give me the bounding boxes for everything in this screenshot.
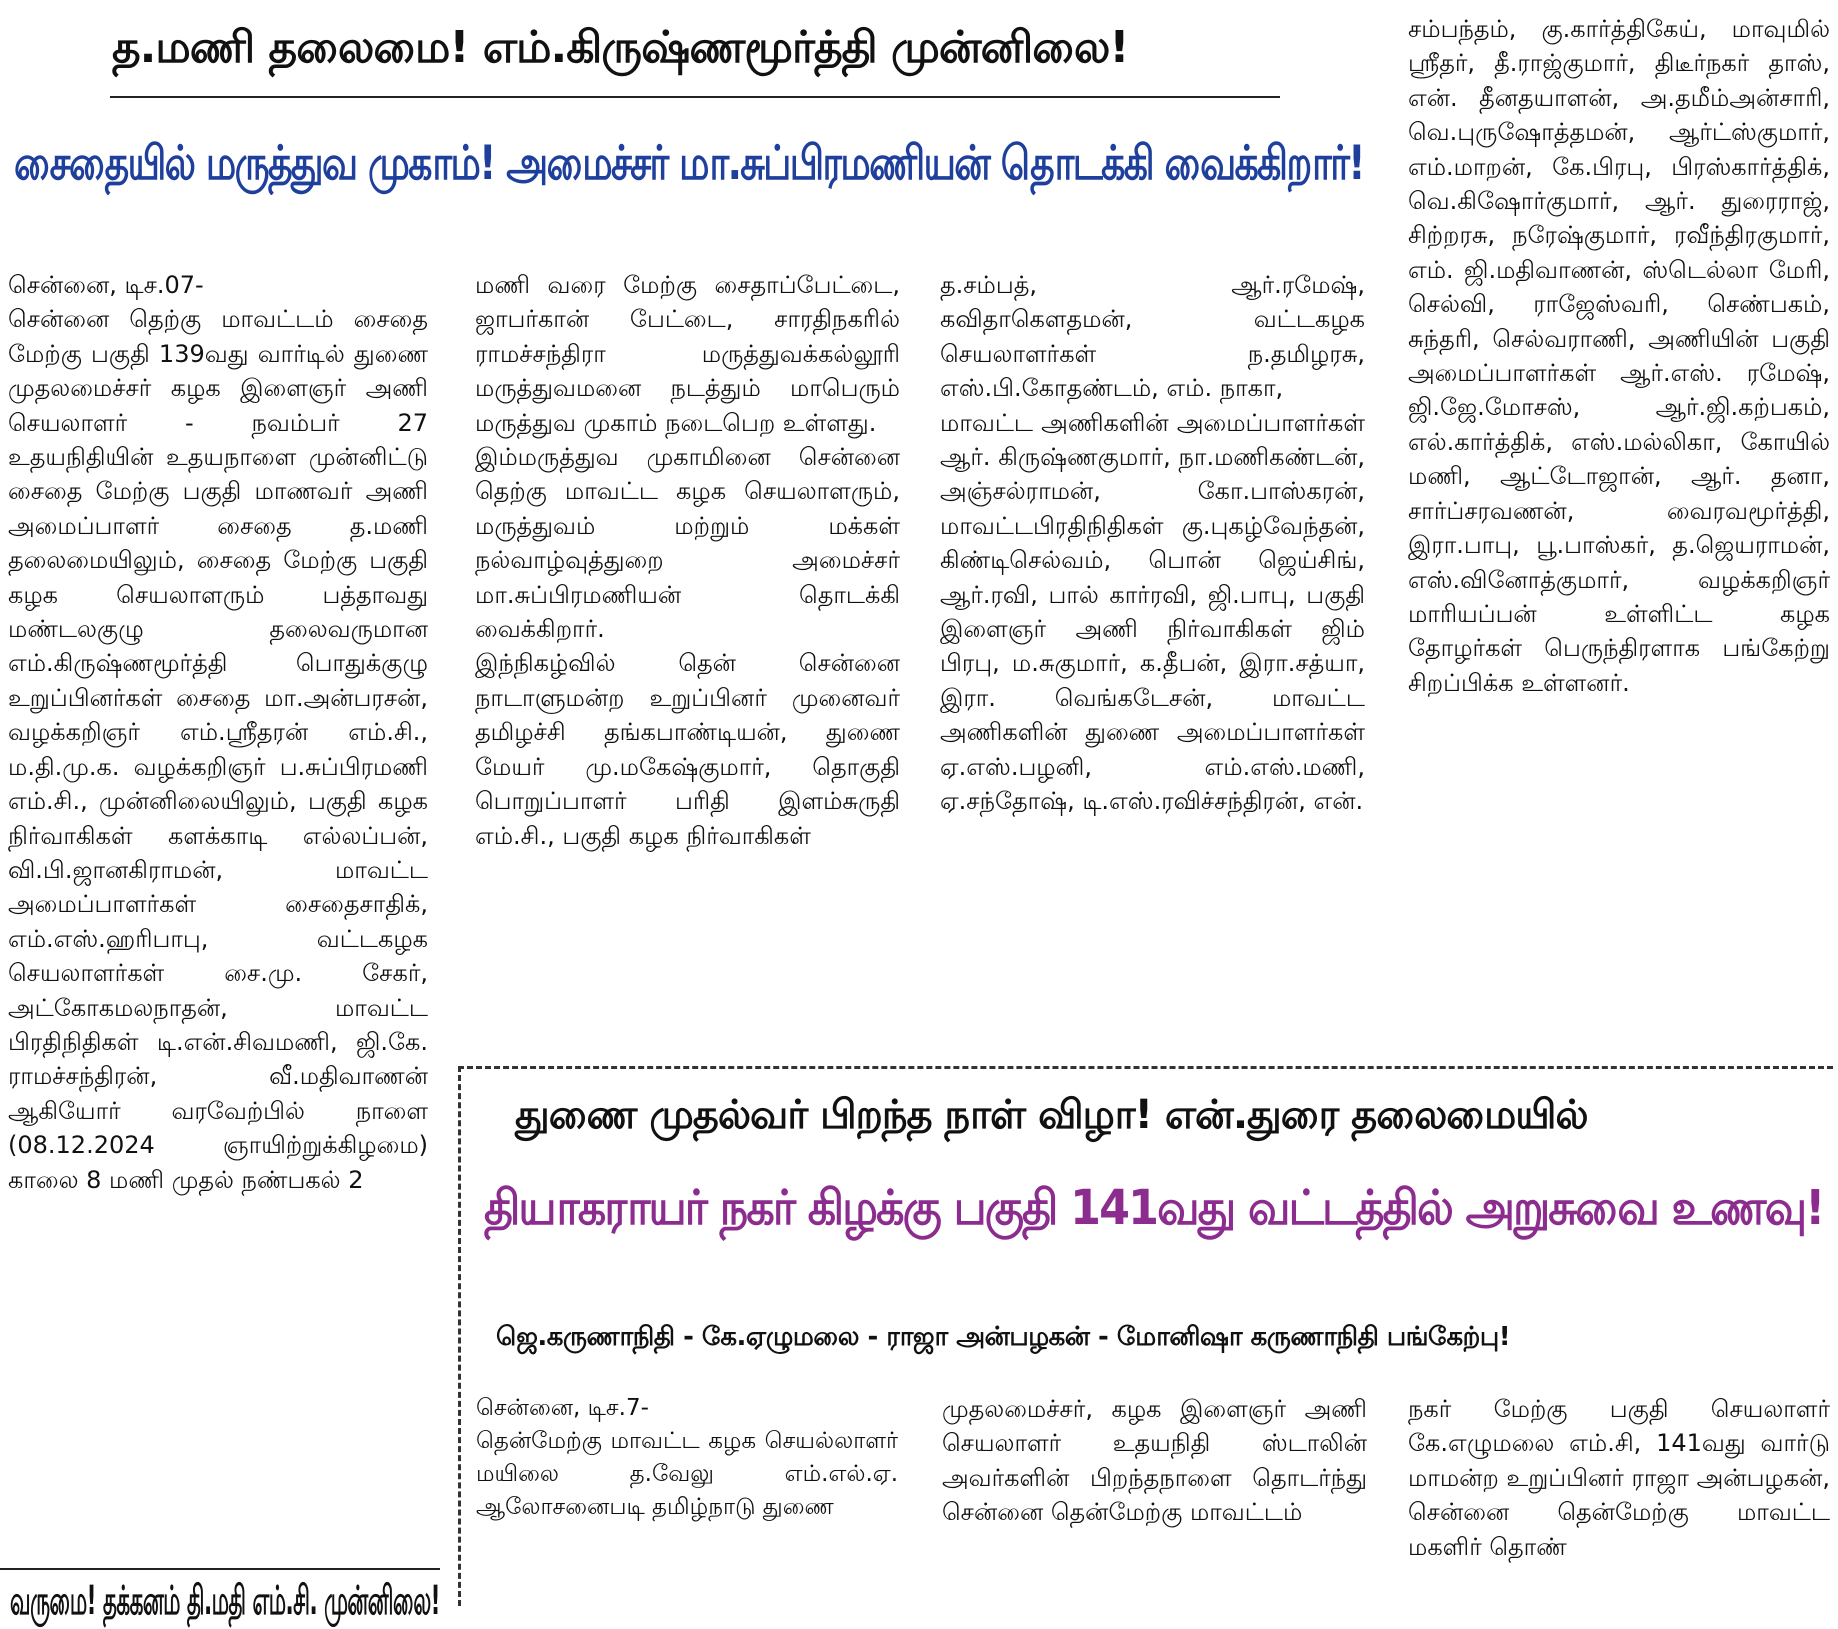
story2-column-1: சென்னை, டிச.7- தென்மேற்கு மாவட்ட கழக செயல்லாளர் மயிலை த.வேலு எம்.எல்.ஏ. ஆலோசனைபடி தமிழ்நாடு துணை: [476, 1395, 898, 1520]
story3-top-rule: [0, 1568, 440, 1570]
story2-box-top: [458, 1066, 1833, 1069]
story2-box-left: [458, 1066, 461, 1606]
story1-column-3: த.சம்பத், ஆர்.ரமேஷ், கவிதாகௌதமன், வட்டகழக செயலாளர்கள் ந.தமிழரசு, எஸ்.பி.கோதண்டம், எம். நாகா, மாவட்ட அணிகளின் அமைப்பாளர்கள் ஆர். கிருஷ்ணகுமார், நா.மணிகண்டன், அஞ்சல்ராமன், கோ.பாஸ்கரன், மாவட்டபிரதிநிதிகள் கு.புகழ்வேந்தன், கிண்டிசெல்வம், பொன் ஜெய்சிங், ஆர்.ரவி, பால் கார்ரவி, ஜி.பாபு, பகுதி இளைஞர் அணி நிர்வாகிகள் ஜிம் பிரபு, ம.சுகுமார், க.தீபன், இரா.சத்யா, இரா. வெங்கடேசன், மாவட்ட அணிகளின் துணை அமைப்பாளர்கள் ஏ.எஸ்.பழனி, எம்.எஸ்.மணி, ஏ.சந்தோஷ், டி.எஸ்.ரவிச்சந்திரன், என்.: [940, 271, 1365, 816]
story3-kicker: வருமை! தக்கனம் தி.மதி எம்.சி. முன்னிலை!: [10, 1578, 440, 1624]
story1-column-4: சம்பந்தம், கு.கார்த்திகேய், மாவுமில் ஸ்ரீதர், தீ.ராஜ்குமார், திடீர்நகர் தாஸ், என். தீனதயாளன், அ.தமீம்அன்சாரி, வெ.புருஷோத்தமன், ஆர்ட்ஸ்குமார், எம்.மாறன், கே.பிரபு, பிரஸ்கார்த்திக், வெ.கிஷோர்குமார், ஆர். துரைராஜ், சிற்றரசு, நரேஷ்குமார், ரவீந்திரகுமார், எம். ஜி.மதிவாணன், ஸ்டெல்லா மேரி, செல்வி, ராஜேஸ்வரி, செண்பகம், சுந்தரி, செல்வராணி, அணியின் பகுதி அமைப்பாளர்கள் ஆர்.எஸ். ரமேஷ், ஜி.ஜே.மோசஸ், ஆர்.ஜி.கற்பகம், எல்.கார்த்திக், எஸ்.மல்லிகா, கோயில் மணி, ஆட்டோஜான், ஆர். தனா, சார்ப்சரவணன், வைரவமூர்த்தி, இரா.பாபு, பூ.பாஸ்கர், த.ஜெயராமன், எஸ்.வினோத்குமார், வழக்கறிஞர் மாரியப்பன் உள்ளிட்ட கழக தோழர்கள் பெருந்திரளாக பங்கேற்று சிறப்பிக்க உள்ளனர்.: [1408, 15, 1830, 697]
story1-headline: சைதையில் மருத்துவ முகாம்! அமைச்சர் மா.சுப்பிரமணியன் தொடக்கி வைக்கிறார்!: [14, 136, 1364, 191]
story2-column-2: முதலமைச்சர், கழக இளைஞர் அணி செயலாளர் உதயநிதி ஸ்டாலின் அவர்களின் பிறந்தநாளை தொடர்ந்து சென்னை தென்மேற்கு மாவட்டம்: [942, 1395, 1367, 1527]
story1-column-1: சென்னை, டிச.07- சென்னை தெற்கு மாவட்டம் சைதை மேற்கு பகுதி 139வது வார்டில் துணை முதலமைச்சர் கழக இளைஞர் அணி செயலாளர் - நவம்பர் 27 உதயநிதியின் உதயநாளை முன்னிட்டு சைதை மேற்கு பகுதி மாணவர் அணி அமைப்பாளர் சைதை த.மணி தலைமையிலும், சைதை மேற்கு பகுதி கழக செயலாளரும் பத்தாவது மண்டலகுழு தலைவருமான எம்.கிருஷ்ணமூர்த்தி பொதுக்குழு உறுப்பினர்கள் சைதை மா.அன்பரசன், வழக்கறிஞர் எம்.ஸ்ரீதரன் எம்.சி., ம.தி.மு.க. வழக்கறிஞர் ப.சுப்பிரமணி எம்.சி., முன்னிலையிலும், பகுதி கழக நிர்வாகிகள் களக்காடி எல்லப்பன், வி.பி.ஜானகிராமன், மாவட்ட அமைப்பாளர்கள் சைதைசாதிக், எம்.எஸ்.ஹரிபாபு, வட்டகழக செயலாளர்கள் சை.மு. சேகர், அட்கோகமலநாதன், மாவட்ட பிரதிநிதிகள் டி.என்.சிவமணி, ஜி.கே. ராமச்சந்திரன், வீ.மதிவாணன் ஆகியோர் வரவேற்பில் நாளை (08.12.2024 ஞாயிற்றுக்கிழமை) காலை 8 மணி முதல் நண்பகல் 2: [8, 271, 428, 1194]
story2-subhead: ஜெ.கருணாநிதி - கே.ஏழுமலை - ராஜா அன்பழகன் - மோனிஷா கருணாநிதி பங்கேற்பு!: [496, 1322, 1511, 1352]
story1-column-2: மணி வரை மேற்கு சைதாப்பேட்டை, ஜாபர்கான் பேட்டை, சாரதிநகரில் ராமச்சந்திரா மருத்துவக்கல்லூரி மருத்துவமனை நடத்தும் மாபெரும் மருத்துவ முகாம் நடைபெற உள்ளது. இம்மருத்துவ முகாமினை சென்னை தெற்கு மாவட்ட கழக செயலாளரும், மருத்துவம் மற்றும் மக்கள் நல்வாழ்வுத்துறை அமைச்சர் மா.சுப்பிரமணியன் தொடக்கி வைக்கிறார். இந்நிகழ்வில் தென் சென்னை நாடாளுமன்ற உறுப்பினர் முனைவர் தமிழச்சி தங்கபாண்டியன், துணை மேயர் மு.மகேஷ்குமார், தொகுதி பொறுப்பாளர் பரிதி இளம்சுருதி எம்.சி., பகுதி கழக நிர்வாகிகள்: [475, 271, 900, 850]
story2-kicker: துணை முதல்வர் பிறந்த நாள் விழா! என்.துரை தலைமையில்: [515, 1092, 1588, 1138]
story2-column-3: நகர் மேற்கு பகுதி செயலாளர் கே.எழுமலை எம்.சி, 141வது வார்டு மாமன்ற உறுப்பினர் ராஜா அன்பழகன், சென்னை தென்மேற்கு மாவட்ட மகளிர் தொண்: [1408, 1395, 1830, 1561]
story2-headline: தியாகராயர் நகர் கிழக்கு பகுதி 141வது வட்டத்தில் அறுசுவை உணவு!: [484, 1180, 1824, 1236]
story1-kicker-rule: [110, 96, 1280, 98]
story1-kicker: த.மணி தலைமை! எம்.கிருஷ்ணமூர்த்தி முன்னிலை!: [112, 22, 1129, 73]
